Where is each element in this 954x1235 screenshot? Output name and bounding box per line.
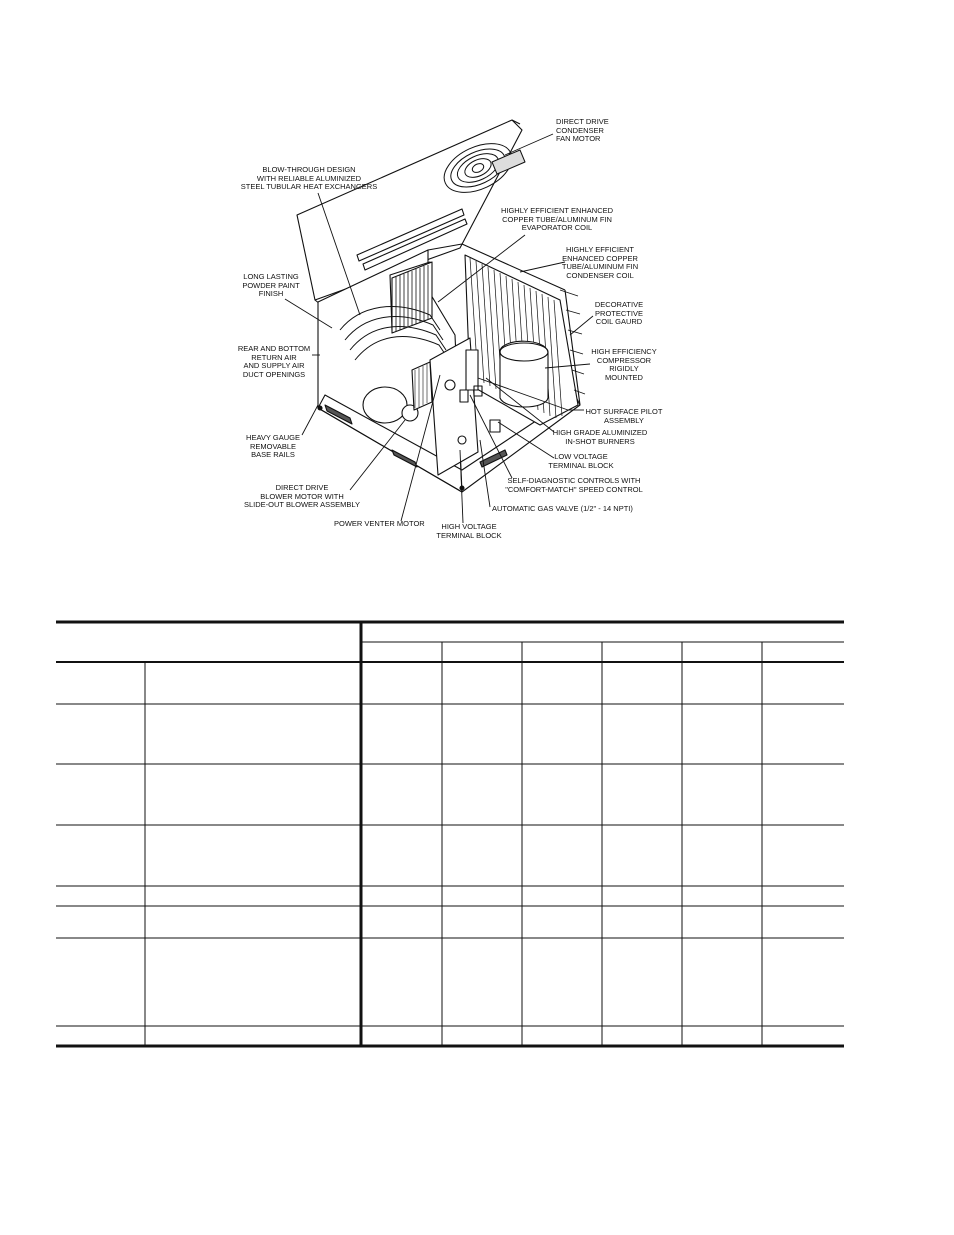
callout-low-voltage: LOW VOLTAGE TERMINAL BLOCK	[548, 452, 614, 470]
specifications-table	[56, 620, 844, 1050]
callout-fan-motor: DIRECT DRIVE CONDENSER FAN MOTOR	[556, 117, 609, 144]
callout-power-venter: POWER VENTER MOTOR	[334, 519, 425, 528]
callout-base-rails: HEAVY GAUGE REMOVABLE BASE RAILS	[246, 433, 300, 460]
unit-illustration	[0, 0, 954, 600]
callout-burners: HIGH GRADE ALUMINIZED IN-SHOT BURNERS	[552, 428, 648, 446]
callout-pilot: HOT SURFACE PILOT ASSEMBLY	[585, 407, 663, 425]
callout-blower-motor: DIRECT DRIVE BLOWER MOTOR WITH SLIDE-OUT BLOWER ASSEMBLY	[243, 483, 360, 510]
unit-cutaway-figure	[0, 0, 954, 600]
compressor	[500, 341, 548, 407]
callout-evaporator-coil: HIGHLY EFFICIENT ENHANCED COPPER TUBE/ALUMINUM FIN EVAPORATOR COIL	[500, 206, 614, 233]
callout-diagnostic: SELF-DIAGNOSTIC CONTROLS WITH "COMFORT-MATCH" SPEED CONTROL	[505, 476, 643, 494]
callout-duct-openings: REAR AND BOTTOM RETURN AIR AND SUPPLY AIR DUCT OPENINGS	[237, 344, 311, 379]
callout-high-voltage: HIGH VOLTAGE TERMINAL BLOCK	[436, 522, 502, 540]
callout-compressor: HIGH EFFICIENCY COMPRESSOR RIGIDLY MOUNTED	[591, 347, 657, 382]
callout-gas-valve: AUTOMATIC GAS VALVE (1/2" - 14 NPTI)	[492, 504, 633, 513]
callout-powder-paint: LONG LASTING POWDER PAINT FINISH	[242, 272, 300, 299]
callout-condenser-coil: HIGHLY EFFICIENT ENHANCED COPPER TUBE/ALUMINUM FIN CONDENSER COIL	[561, 245, 639, 280]
callout-coil-guard: DECORATIVE PROTECTIVE COIL GAURD	[594, 300, 644, 327]
callout-blow-through: BLOW-THROUGH DESIGN WITH RELIABLE ALUMINIZED STEEL TUBULAR HEAT EXCHANGERS	[240, 165, 378, 192]
